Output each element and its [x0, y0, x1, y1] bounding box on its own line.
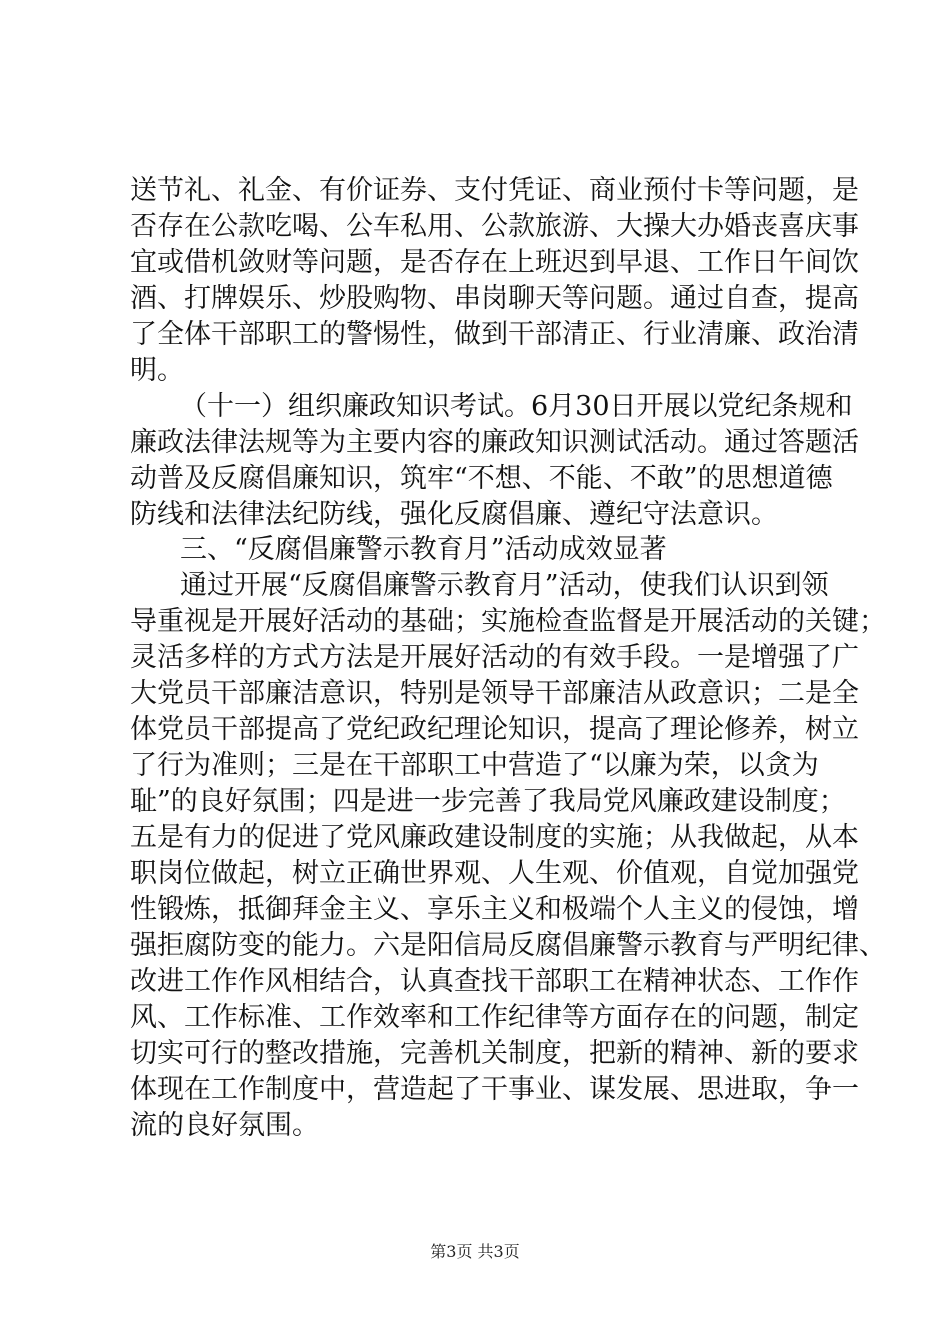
body-text-line: 廉政法律法规等为主要内容的廉政知识测试活动。通过答题活 — [130, 427, 859, 458]
body-text-line: 强拒腐防变的能力。六是阳信局反腐倡廉警示教育与严明纪律、 — [130, 930, 886, 961]
body-text-line: 灵活多样的方式方法是开展好活动的有效手段。一是增强了广 — [130, 642, 859, 673]
body-text-line: 耻”的良好氛围；四是进一步完善了我局党风廉政建设制度； — [130, 786, 846, 817]
body-text-line: 性锻炼，抵御拜金主义、享乐主义和极端个人主义的侵蚀，增 — [130, 894, 859, 925]
page-number-footer: 第3页 共3页 — [430, 1242, 520, 1261]
body-text-line: 明。 — [130, 355, 184, 386]
body-text-line: 导重视是开展好活动的基础；实施检查监督是开展活动的关键； — [130, 606, 886, 637]
body-text-line: 送节礼、礼金、有价证券、支付凭证、商业预付卡等问题，是 — [130, 175, 859, 206]
body-text-line: 了行为准则；三是在干部职工中营造了“以廉为荣，以贪为 — [130, 750, 819, 781]
body-text-line: 体党员干部提高了党纪政纪理论知识，提高了理论修养，树立 — [130, 714, 859, 745]
body-text-line: 通过开展“反腐倡廉警示教育月”活动，使我们认识到领 — [180, 570, 829, 601]
body-text-line: 大党员干部廉洁意识，特别是领导干部廉洁从政意识；二是全 — [130, 678, 859, 709]
body-text-line: 职岗位做起，树立正确世界观、人生观、价值观，自觉加强党 — [130, 858, 859, 889]
body-text-line: 改进工作作风相结合，认真查找干部职工在精神状态、工作作 — [130, 966, 859, 997]
body-text-line: 流的良好氛围。 — [130, 1110, 319, 1141]
body-text-line: 动普及反腐倡廉知识，筑牢“不想、不能、不敢”的思想道德 — [130, 463, 833, 494]
section-heading: 三、“反腐倡廉警示教育月”活动成效显著 — [180, 534, 667, 565]
body-text-line: 酒、打牌娱乐、炒股购物、串岗聊天等问题。通过自查，提高 — [130, 283, 859, 314]
section-item-heading: （十一）组织廉政知识考试。6月30日开展以党纪条规和 — [180, 391, 853, 422]
body-text-line: 否存在公款吃喝、公车私用、公款旅游、大操大办婚丧喜庆事 — [130, 211, 859, 242]
body-text-line: 宜或借机敛财等问题，是否存在上班迟到早退、工作日午间饮 — [130, 247, 859, 278]
body-text-line: 防线和法律法纪防线，强化反腐倡廉、遵纪守法意识。 — [130, 499, 778, 530]
body-text-line: 体现在工作制度中，营造起了干事业、谋发展、思进取，争一 — [130, 1074, 859, 1105]
body-text-line: 五是有力的促进了党风廉政建设制度的实施；从我做起，从本 — [130, 822, 859, 853]
body-text-line: 了全体干部职工的警惕性，做到干部清正、行业清廉、政治清 — [130, 319, 859, 350]
body-text-line: 风、工作标准、工作效率和工作纪律等方面存在的问题，制定 — [130, 1002, 859, 1033]
body-text-line: 切实可行的整改措施，完善机关制度，把新的精神、新的要求 — [130, 1038, 859, 1069]
